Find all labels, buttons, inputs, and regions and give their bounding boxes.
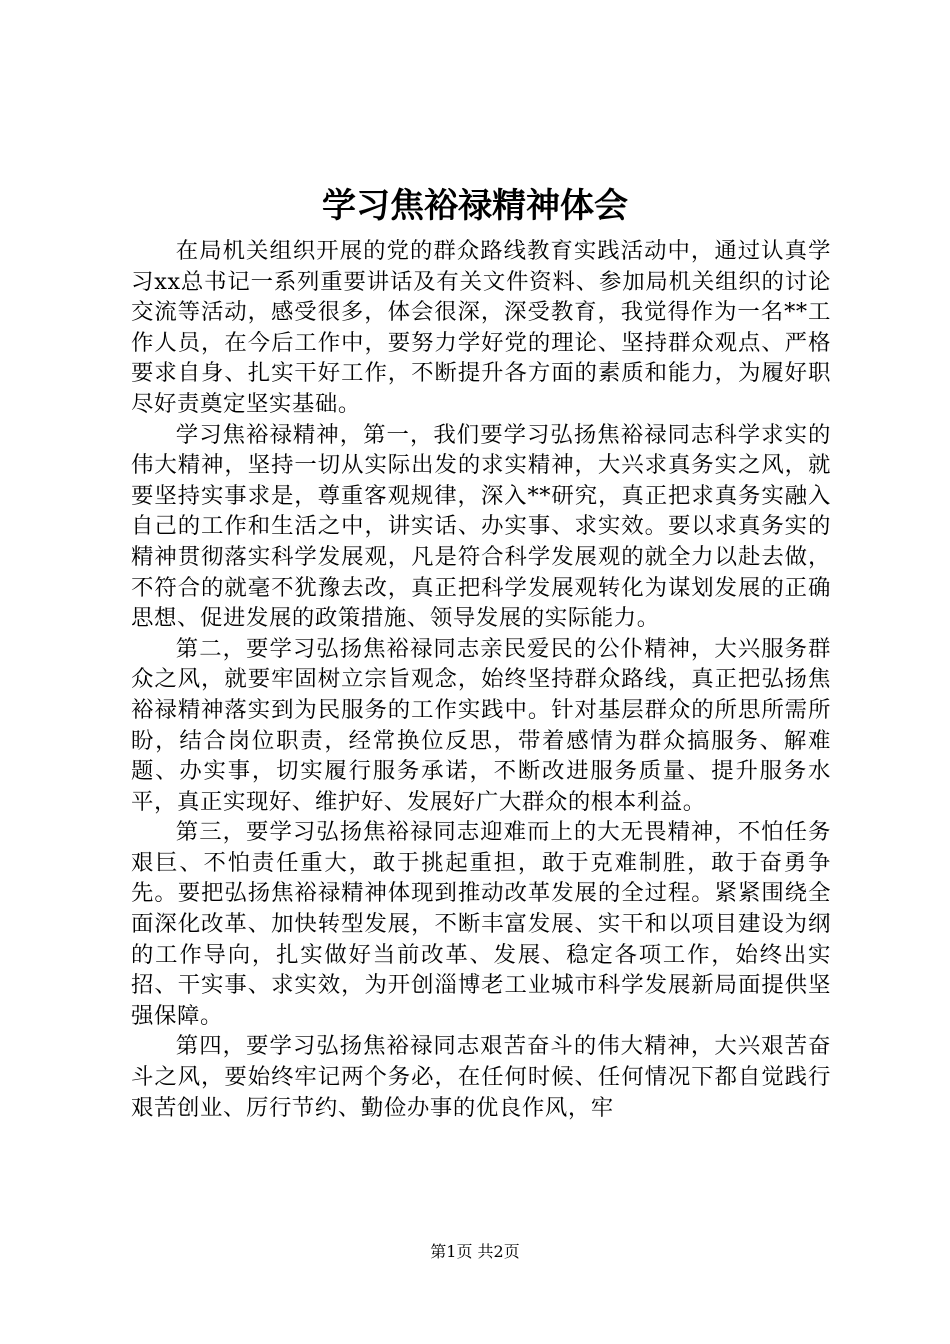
- page-number-footer: 第1页 共2页: [430, 1242, 520, 1261]
- document-title: 学习焦裕禄精神体会: [322, 186, 628, 226]
- document-body: [131, 236, 831, 1123]
- paragraph: 第四，要学习弘扬焦裕禄同志艰苦奋斗的伟大精神，大兴艰苦奋斗之风，要始终牢记两个务必，在任何时候、任何情况下都自觉践行艰苦创业、厉行节约、勤俭办事的优良作风，牢: [131, 1033, 831, 1121]
- paragraph: 学习焦裕禄精神，第一，我们要学习弘扬焦裕禄同志科学求实的伟大精神，坚持一切从实际出发的求实精神，大兴求真务实之风，就要坚持实事求是，尊重客观规律，深入**研究，真正把求真务实融入自己的工作和生活之中，讲实话、办实事、求实效。要以求真务实的精神贯彻落实科学发展观，凡是符合科学发展观的就全力以赴去做，不符合的就毫不犹豫去改，真正把科学发展观转化为谋划发展的正确思想、促进发展的政策措施、领导发展的实际能力。: [131, 421, 831, 632]
- paragraph: 第二，要学习弘扬焦裕禄同志亲民爱民的公仆精神，大兴服务群众之风，就要牢固树立宗旨观念，始终坚持群众路线，真正把弘扬焦裕禄精神落实到为民服务的工作实践中。针对基层群众的所思所需所盼，结合岗位职责，经常换位反思，带着感情为群众搞服务、解难题、办实事，切实履行服务承诺，不断改进服务质量、提升服务水平，真正实现好、维护好、发展好广大群众的根本利益。: [131, 635, 831, 815]
- paragraph: 在局机关组织开展的党的群众路线教育实践活动中，通过认真学习xx总书记一系列重要讲话及有关文件资料、参加局机关组织的讨论交流等活动，感受很多，体会很深，深受教育，我觉得作为一名**工作人员，在今后工作中，要努力学好党的理论、坚持群众观点、严格要求自身、扎实干好工作，不断提升各方面的素质和能力，为履好职尽好责奠定坚实基础。: [131, 238, 831, 417]
- paragraph: 第三，要学习弘扬焦裕禄同志迎难而上的大无畏精神，不怕任务艰巨、不怕责任重大，敢于挑起重担，敢于克难制胜，敢于奋勇争先。要把弘扬焦裕禄精神体现到推动改革发展的全过程。紧紧围绕全面深化改革、加快转型发展，不断丰富发展、实干和以项目建设为纲的工作导向，扎实做好当前改革、发展、稳定各项工作，始终出实招、干实事、求实效，为开创淄博老工业城市科学发展新局面提供坚强保障。: [131, 819, 831, 1029]
